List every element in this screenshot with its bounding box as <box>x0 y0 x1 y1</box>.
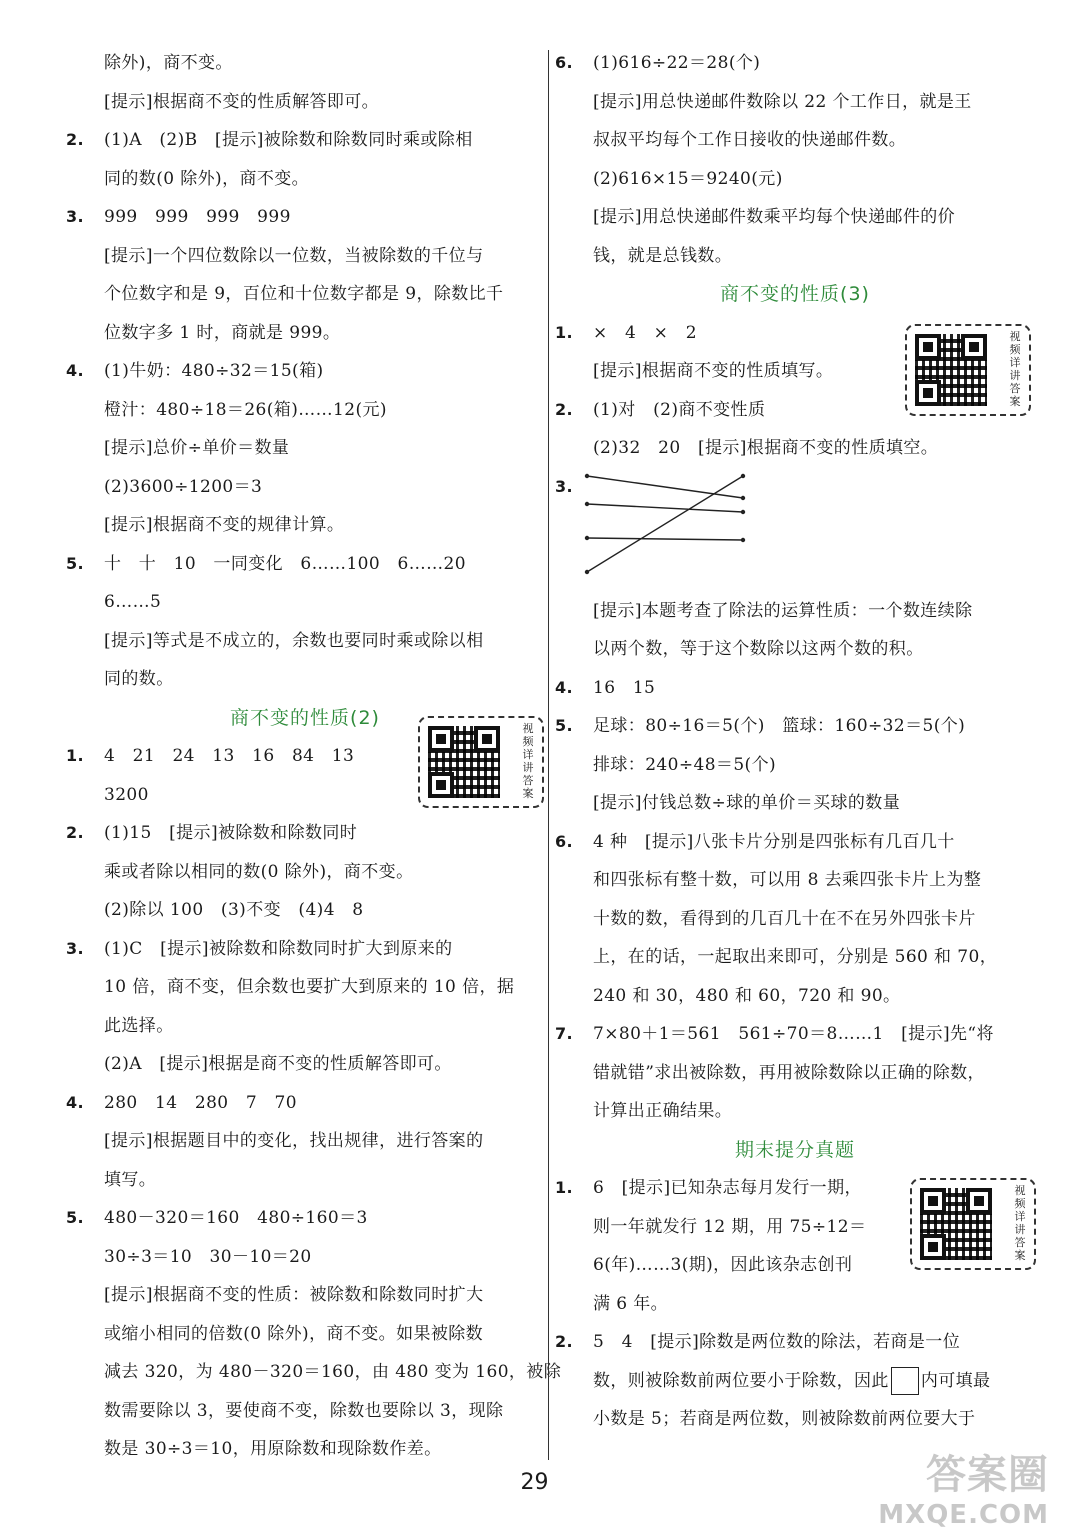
answer-text: 6(年)……3(期)，因此该杂志创刊 <box>593 1255 853 1275</box>
qr-finder <box>474 726 500 752</box>
answer-line <box>555 1362 1035 1401</box>
answer-text: 以两个数，等于这个数除以这两个数的积。 <box>593 639 924 659</box>
connecting-line <box>587 504 743 512</box>
question-number: 5. <box>555 716 574 735</box>
answer-line <box>66 545 544 584</box>
answer-line <box>555 900 1035 939</box>
answer-text: × 4 × 2 <box>593 322 697 343</box>
answer-text: [提示]本题考查了除法的运算性质：一个数连续除 <box>593 600 973 621</box>
question-number: 3. <box>555 476 574 496</box>
endpoint-dot <box>585 569 589 573</box>
answer-line <box>66 391 544 430</box>
answer-line <box>66 660 544 699</box>
answer-line <box>555 83 1035 122</box>
answer-line <box>66 1276 544 1315</box>
answer-text: [提示]总价÷单价＝数量 <box>104 438 290 458</box>
answer-text: 数是 30÷3＝10，用原除数和现除数作差。 <box>104 1439 442 1459</box>
answer-text: 240 和 30，480 和 60，720 和 90。 <box>593 985 901 1006</box>
answer-line <box>66 83 544 122</box>
answer-text: 6 [提示]已知杂志每月发行一期， <box>593 1178 862 1198</box>
answer-line <box>555 669 1035 708</box>
connecting-line <box>587 538 743 540</box>
connecting-line <box>587 476 743 572</box>
answer-text: 同的数(0 除外)，商不变。 <box>104 168 310 189</box>
answer-text: 6……5 <box>104 592 162 612</box>
answer-text: 或缩小相同的倍数(0 除外)，商不变。如果被除数 <box>104 1323 484 1344</box>
question-number: 1. <box>555 1178 574 1197</box>
endpoint-dot <box>741 509 745 513</box>
qr-label: 视频详讲答案 <box>1009 330 1021 408</box>
answer-line <box>555 1015 1035 1054</box>
answer-text: 内可填最 <box>920 1370 991 1391</box>
question-number: 2. <box>555 1332 574 1351</box>
answer-line <box>66 1353 562 1392</box>
endpoint-dot <box>585 535 589 539</box>
endpoint-dot <box>585 501 589 505</box>
blank-box <box>891 1367 919 1395</box>
answer-line <box>555 468 1035 592</box>
qr-finder <box>920 1234 946 1260</box>
answer-line <box>66 506 544 545</box>
answer-text: 同的数。 <box>104 669 174 689</box>
answer-text: 位数字多 1 时，商就是 999。 <box>104 322 341 343</box>
answer-text: 4 21 24 13 16 84 13 <box>104 746 355 766</box>
question-number: 2. <box>555 399 574 419</box>
question-number: 6. <box>555 831 574 851</box>
answer-line <box>66 352 544 391</box>
question-number: 7. <box>555 1024 574 1043</box>
qr-code-3[interactable] <box>910 1178 1036 1270</box>
endpoint-dot <box>585 473 589 477</box>
qr-finder <box>961 334 987 360</box>
qr-finder <box>915 380 941 406</box>
qr-label: 视频详讲答案 <box>522 722 534 800</box>
answer-text: (1)牛奶：480÷32＝15(箱) <box>104 361 324 381</box>
answer-text: [提示]根据商不变的性质解答即可。 <box>104 91 380 112</box>
question-number: 4. <box>555 677 574 697</box>
answer-text: (2)3600÷1200＝3 <box>104 476 263 497</box>
answer-line <box>66 1122 544 1161</box>
answer-text: 上，在的话，一起取出来即可，分别是 560 和 70， <box>593 947 998 967</box>
answer-text: (1)C [提示]被除数和除数同时扩大到原来的 <box>104 938 453 959</box>
question-number: 6. <box>555 53 574 72</box>
answer-line <box>555 977 1035 1016</box>
answer-line <box>66 1238 544 1277</box>
answer-line <box>66 1161 544 1200</box>
answer-text: 橙汁：480÷18＝26(箱)……12(元) <box>104 399 387 420</box>
answer-line <box>66 198 544 237</box>
answer-line <box>66 237 544 276</box>
answer-line <box>66 930 544 969</box>
answer-line <box>555 237 1035 276</box>
answer-line <box>66 583 544 622</box>
watermark-logo: 答案圈 <box>926 1452 1049 1498</box>
answer-line <box>555 746 1035 785</box>
answer-text: 乘或者除以相同的数(0 除外)，商不变。 <box>104 861 414 882</box>
answer-line <box>555 1285 1035 1324</box>
answer-text: [提示]用总快递邮件数除以 22 个工作日，就是王 <box>593 91 972 112</box>
answer-text: 3200 <box>104 784 149 805</box>
endpoint-dot <box>741 537 745 541</box>
question-number: 4. <box>66 1092 85 1112</box>
answer-line <box>555 861 1035 900</box>
answer-line <box>555 1054 1035 1093</box>
answer-text: 4 种 [提示]八张卡片分别是四张标有几百几十 <box>593 831 955 852</box>
answer-line <box>66 853 544 892</box>
section-title: 期末提分真题 <box>734 1138 855 1161</box>
answer-text: [提示]根据商不变的性质填写。 <box>593 361 834 381</box>
page-number: 29 <box>520 1470 549 1495</box>
answer-line <box>66 1315 544 1354</box>
answer-line <box>555 1092 1035 1131</box>
qr-finder <box>915 334 941 360</box>
answer-text: 排球：240÷48＝5(个) <box>593 754 777 775</box>
answer-text: 10 倍，商不变，但余数也要扩大到原来的 10 倍，据 <box>104 977 515 997</box>
answer-text: [提示]根据商不变的性质：被除数和除数同时扩大 <box>104 1285 484 1305</box>
answer-text: (1)616÷22＝28(个) <box>593 53 761 73</box>
answer-text: [提示]用总快递邮件数乘平均每个快递邮件的价 <box>593 207 956 227</box>
answer-line <box>66 429 544 468</box>
answer-line <box>66 1007 544 1046</box>
answer-text: (1)对 (2)商不变性质 <box>593 399 766 420</box>
answer-line <box>66 121 544 160</box>
answer-text: 十 十 10 一同变化 6……100 6……20 <box>104 553 466 574</box>
answer-line <box>555 823 1035 862</box>
answer-line <box>66 314 544 353</box>
answer-line <box>555 160 1035 199</box>
answer-text: [提示]根据商不变的规律计算。 <box>104 515 345 535</box>
endpoint-dot <box>741 495 745 499</box>
answer-line <box>66 160 544 199</box>
answer-text: (2)616×15＝9240(元) <box>593 168 783 189</box>
question-number: 1. <box>555 322 574 342</box>
answer-text: [提示]等式是不成立的，余数也要同时乘或除以相 <box>104 630 484 651</box>
matching-lines-diagram <box>583 468 753 588</box>
answer-text: 280 14 280 7 70 <box>104 1092 297 1113</box>
answer-line <box>555 1400 1035 1439</box>
qr-finder <box>920 1188 946 1214</box>
answer-text: 钱，就是总钱数。 <box>593 245 733 266</box>
answer-line <box>555 938 1035 977</box>
question-number: 5. <box>66 1208 85 1227</box>
answer-line <box>66 968 544 1007</box>
qr-finder <box>428 772 454 798</box>
answer-text: 7×80＋1＝561 561÷70＝8……1 [提示]先“将 <box>593 1024 994 1044</box>
qr-label: 视频详讲答案 <box>1014 1184 1026 1262</box>
answer-text: 16 15 <box>593 677 656 698</box>
answer-text: (2)除以 100 (3)不变 (4)4 8 <box>104 900 364 920</box>
answer-text: (1)15 [提示]被除数和除数同时 <box>104 823 358 843</box>
answer-line <box>66 622 544 661</box>
answer-text: (1)A (2)B [提示]被除数和除数同时乘或除相 <box>104 130 473 150</box>
answer-text: 数需要除以 3，要使商不变，除数也要除以 3，现除 <box>104 1400 504 1421</box>
answer-line <box>555 1323 1035 1362</box>
question-number: 5. <box>66 553 85 573</box>
answer-line <box>66 1084 544 1123</box>
answer-text: 数，则被除数前两位要小于除数，因此 <box>593 1370 889 1391</box>
answer-text: 十数的数，看得到的几百几十在不在另外四张卡片 <box>593 908 976 929</box>
answer-line <box>555 707 1035 746</box>
answer-text: 999 999 999 999 <box>104 207 291 227</box>
connecting-line <box>587 476 743 498</box>
answer-text: 叔叔平均每个工作日接收的快递邮件数。 <box>593 130 907 150</box>
answer-text: [提示]付钱总数÷球的单价＝买球的数量 <box>593 793 901 813</box>
answer-line <box>66 1392 544 1431</box>
endpoint-dot <box>741 473 745 477</box>
section-title: 商不变的性质(2) <box>230 706 380 729</box>
answer-text: 个位数字和是 9，百位和十位数字都是 9，除数比千 <box>104 284 504 304</box>
answer-text: 此选择。 <box>104 1015 174 1036</box>
answer-text: [提示]一个四位数除以一位数，当被除数的千位与 <box>104 245 484 266</box>
answer-line <box>555 121 1035 160</box>
answer-text: 计算出正确结果。 <box>593 1101 733 1121</box>
answer-line <box>66 44 544 83</box>
qr-finder <box>966 1188 992 1214</box>
column-divider <box>548 50 549 1460</box>
answer-line <box>555 784 1035 823</box>
answer-line <box>66 1045 544 1084</box>
question-number: 2. <box>66 823 85 842</box>
answer-text: (2)32 20 [提示]根据商不变的性质填空。 <box>593 438 939 458</box>
qr-code-1[interactable] <box>418 716 544 808</box>
answer-text: [提示]根据题目中的变化，找出规律，进行答案的 <box>104 1131 484 1151</box>
answer-line <box>555 198 1035 237</box>
answer-text: 30÷3＝10 30－10＝20 <box>104 1246 312 1267</box>
answer-line <box>555 592 1035 631</box>
answer-text: 错就错”求出被除数，再用被除数除以正确的除数， <box>593 1062 985 1083</box>
answer-line <box>555 630 1035 669</box>
answer-text: 减去 320，为 480－320＝160，由 480 变为 160，被除 <box>104 1362 562 1382</box>
answer-text: 则一年就发行 12 期，用 75÷12＝ <box>593 1216 867 1237</box>
question-number: 1. <box>66 746 85 765</box>
answer-text: 满 6 年。 <box>593 1293 669 1314</box>
answer-line <box>66 468 544 507</box>
answer-text: 除外)，商不变。 <box>104 53 233 73</box>
answer-text: 5 4 [提示]除数是两位数的除法，若商是一位 <box>593 1332 961 1352</box>
answer-line <box>66 814 544 853</box>
answer-text: (2)A [提示]根据是商不变的性质解答即可。 <box>104 1054 452 1074</box>
question-number: 2. <box>66 130 85 149</box>
answer-line <box>66 891 544 930</box>
question-number: 3. <box>66 207 85 226</box>
answer-text: 足球：80÷16＝5(个) 篮球：160÷32＝5(个) <box>593 716 966 736</box>
qr-code-2[interactable] <box>905 324 1031 416</box>
answer-text: 填写。 <box>104 1169 157 1190</box>
answer-line <box>66 1199 544 1238</box>
question-number: 3. <box>66 938 85 958</box>
answer-line <box>555 44 1035 83</box>
watermark-url: MXQE.COM <box>878 1500 1049 1530</box>
answer-line <box>66 1430 544 1469</box>
watermark <box>878 1443 1049 1530</box>
answer-line <box>66 275 544 314</box>
answer-text: 480－320＝160 480÷160＝3 <box>104 1208 368 1228</box>
answer-line <box>555 429 1035 468</box>
question-number: 4. <box>66 361 85 380</box>
answer-text: 和四张标有整十数，可以用 8 去乘四张卡片上为整 <box>593 870 982 890</box>
answer-text: 小数是 5；若商是两位数，则被除数前两位要大于 <box>593 1409 976 1429</box>
qr-finder <box>428 726 454 752</box>
section-title: 商不变的性质(3) <box>720 283 870 305</box>
